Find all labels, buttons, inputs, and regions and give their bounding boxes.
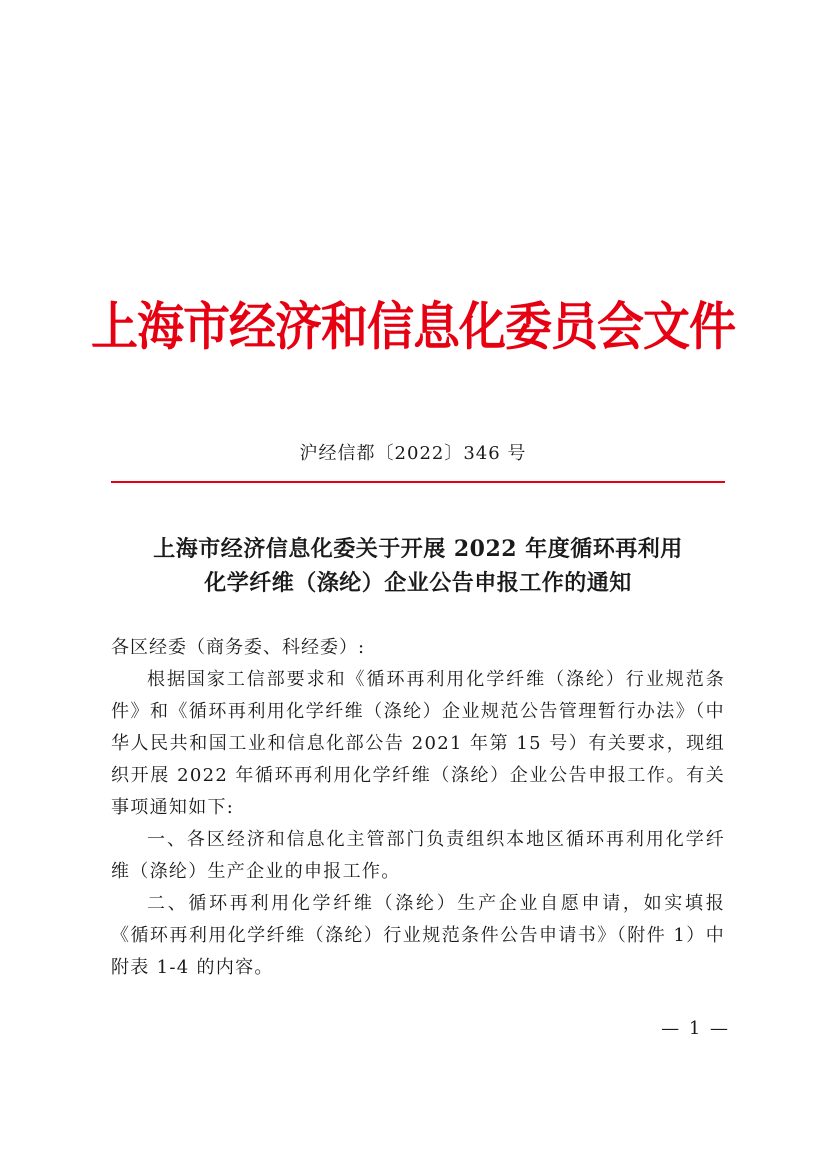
notice-title-line-1: 上海市经济信息化委关于开展 2022 年度循环再利用 — [153, 536, 683, 562]
body-paragraph-item-1: 一、各区经济和信息化主管部门负责组织本地区循环再利用化学纤维（涤纶）生产企业的申报工作。 — [111, 829, 725, 882]
body-paragraph-item-2: 二、循环再利用化学纤维（涤纶）生产企业自愿申请，如实填报《循环再利用化学纤维（涤纶）行业规范条件公告申请书》（附件 1）中附表 1-4 的内容。 — [111, 893, 725, 978]
salutation: 各区经委（商务委、科经委）: — [111, 637, 366, 658]
masthead-title: 上海市经济和信息化委员会文件 — [91, 297, 735, 358]
body-paragraph-intro: 根据国家工信部要求和《循环再利用化学纤维（涤纶）行业规范条件》和《循环再利用化学纤维（涤纶）企业规范公告管理暂行办法》（中华人民共和国工业和信息化部公告 2021 年第 15 号）有关要求，现组织开展 2022 年循环再利用化学纤维（涤纶）企业公告申报工作。有关事项通知如下: — [111, 669, 725, 818]
notice-title-line-2: 化学纤维（涤纶）企业公告申报工作的通知 — [204, 570, 632, 596]
notice-body — [111, 632, 725, 984]
red-divider-line — [111, 481, 725, 483]
notice-title — [100, 532, 736, 600]
document-number: 沪经信都〔2022〕346 号 — [299, 443, 527, 464]
page-number: — 1 — — [661, 1018, 730, 1039]
